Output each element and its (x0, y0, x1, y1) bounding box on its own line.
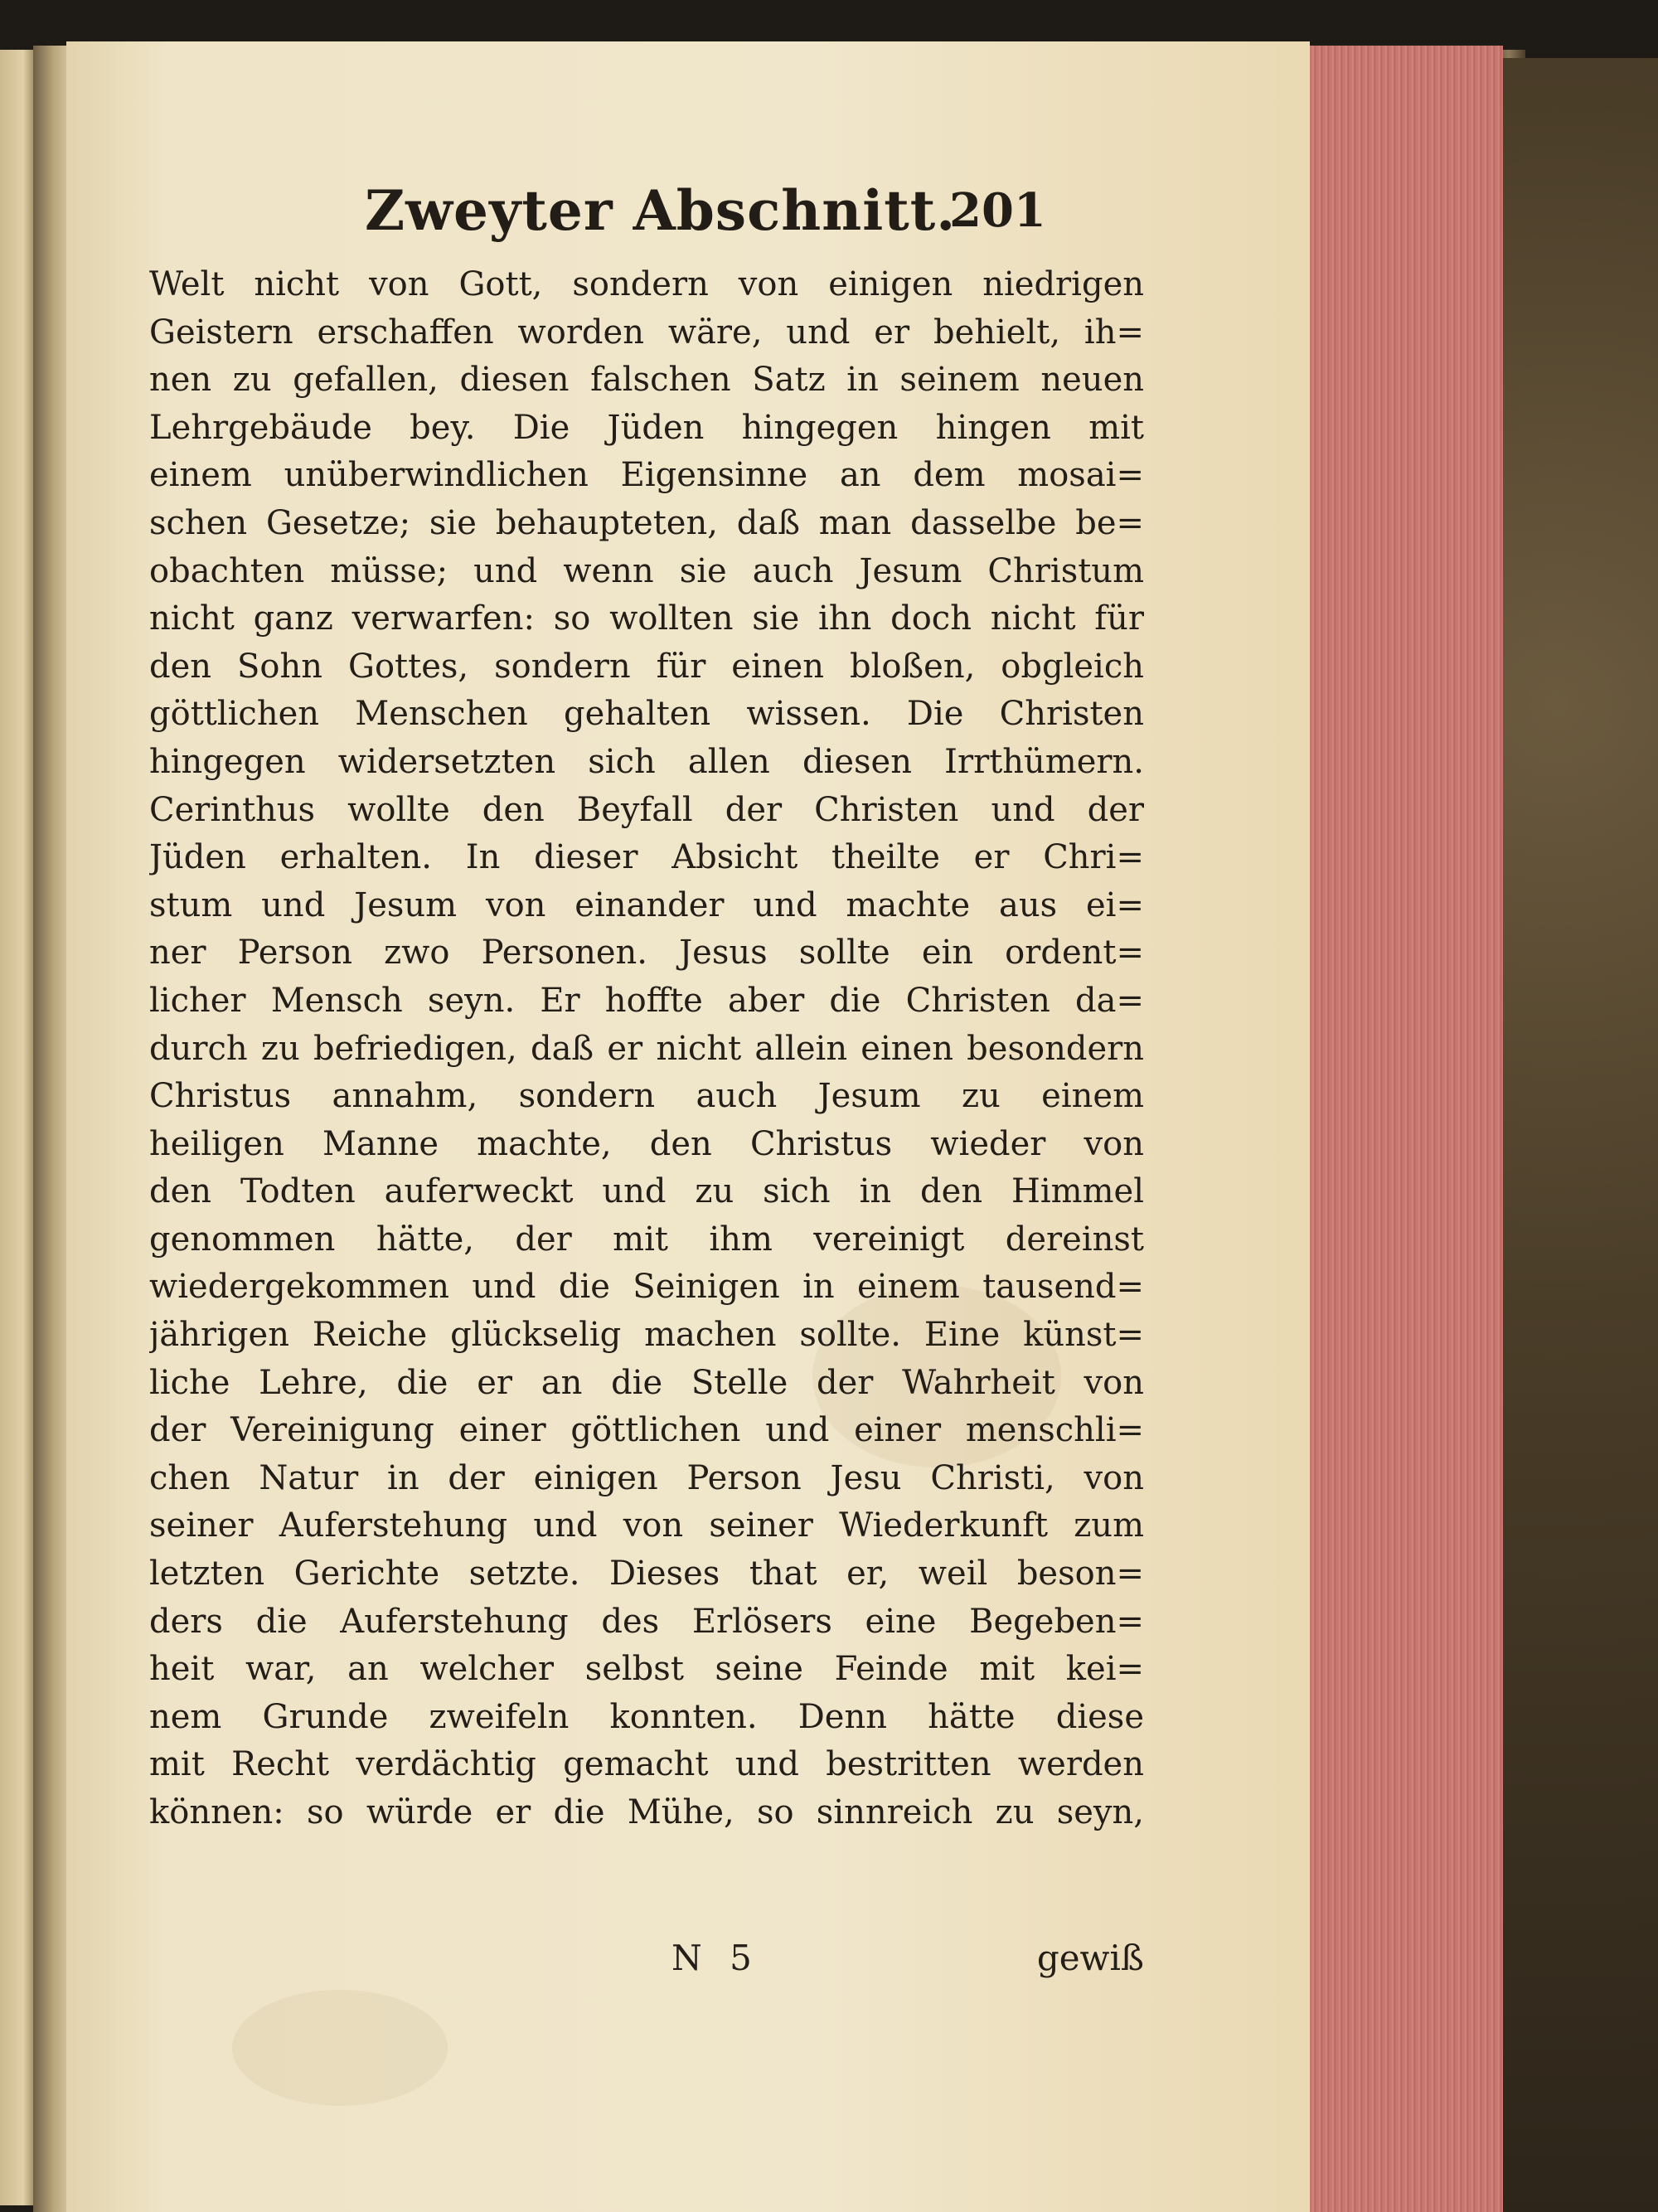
text-line: stum und Jesum von einander und machte aus ei= (149, 885, 1144, 924)
text-line: schen Gesetze; sie behaupteten, daß man dasselbe be= (149, 503, 1144, 542)
page-number: 201 (949, 183, 1046, 238)
text-line: liche Lehre, die er an die Stelle der Wahrheit von (149, 1363, 1144, 1402)
text-line: Welt nicht von Gott, sondern von einigen niedrigen (149, 265, 1144, 303)
text-line: licher Mensch seyn. Er hoffte aber die Christen da= (149, 981, 1144, 1020)
text-line: chen Natur in der einigen Person Jesu Christi, von (149, 1458, 1144, 1497)
text-line: genommen hätte, der mit ihm vereinigt dereinst (149, 1220, 1144, 1259)
text-line: obachten müsse; und wenn sie auch Jesum Christum (149, 551, 1144, 590)
text-line: mit Recht verdächtig gemacht und bestritten werden (149, 1745, 1144, 1784)
text-line: heit war, an welcher selbst seine Feinde mit kei= (149, 1650, 1144, 1689)
text-line: Lehrgebäude bey. Die Jüden hingegen hingen mit (149, 408, 1144, 447)
text-line: nem Grunde zweifeln konnten. Denn hätte diese (149, 1697, 1144, 1736)
text-line: ner Person zwo Personen. Jesus sollte ein ordent= (149, 934, 1144, 973)
text-line: können: so würde er die Mühe, so sinnreich zu seyn, (149, 1793, 1144, 1831)
back-cover (1488, 58, 1658, 2212)
text-line: seiner Auferstehung und von seiner Wiederkunft zum (149, 1506, 1144, 1545)
paper-stain (232, 1990, 448, 2106)
signature-mark: N 5 (671, 1938, 752, 1978)
page-edges (1302, 46, 1503, 2212)
running-head (66, 178, 1310, 253)
page-footer (149, 1938, 1144, 1987)
text-line: einem unüberwindlichen Eigensinne an dem mosai= (149, 456, 1144, 495)
text-line: letzten Gerichte setzte. Dieses that er, weil beson= (149, 1555, 1144, 1594)
text-line: wiedergekommen und die Seinigen in einem tausend= (149, 1268, 1144, 1307)
text-line: heiligen Manne machte, den Christus wieder von (149, 1124, 1144, 1163)
text-line: Geistern erschaffen worden wäre, und er behielt, ih= (149, 313, 1144, 352)
text-line: den Todten auferweckt und zu sich in den Himmel (149, 1172, 1144, 1211)
text-line: Cerinthus wollte den Beyfall der Christen und der (149, 790, 1144, 829)
text-line: Christus annahm, sondern auch Jesum zu einem (149, 1077, 1144, 1116)
facing-page-edge (0, 50, 33, 2205)
text-line: Jüden erhalten. In dieser Absicht theilte er Chri= (149, 838, 1144, 877)
text-line: durch zu befriedigen, daß er nicht allein einen besondern (149, 1029, 1144, 1068)
text-line: hingegen widersetzten sich allen diesen Irrthümern. (149, 742, 1144, 781)
book-page (66, 41, 1310, 2212)
text-line: den Sohn Gottes, sondern für einen bloßen, obgleich (149, 647, 1144, 686)
running-head-title: Zweyter Abschnitt. (365, 178, 957, 243)
text-line: ders die Auferstehung des Erlösers eine Begeben= (149, 1602, 1144, 1641)
catchword: gewiß (1036, 1938, 1144, 1978)
body-text (149, 261, 1144, 1837)
text-line: jährigen Reiche glückselig machen sollte. Eine künst= (149, 1316, 1144, 1355)
text-line: nen zu gefallen, diesen falschen Satz in seinem neuen (149, 361, 1144, 400)
text-line: nicht ganz verwarfen: so wollten sie ihn doch nicht für (149, 599, 1144, 638)
text-line: der Vereinigung einer göttlichen und einer menschli= (149, 1411, 1144, 1450)
text-line: göttlichen Menschen gehalten wissen. Die Christen (149, 695, 1144, 734)
